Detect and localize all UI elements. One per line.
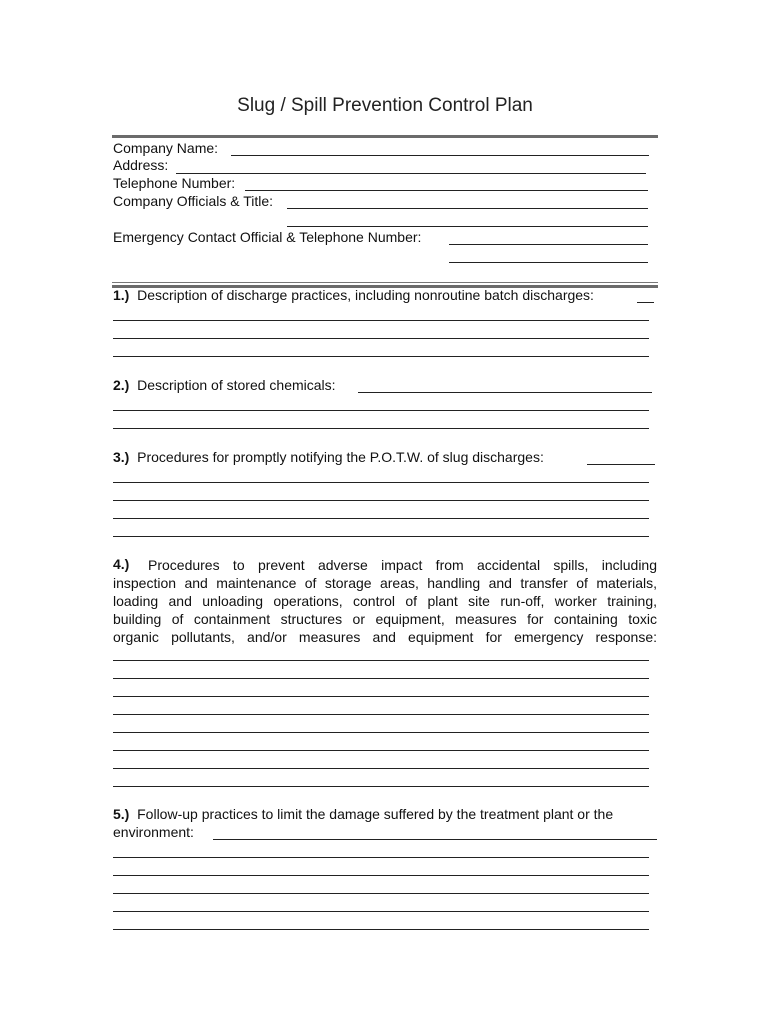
question-3: [113, 449, 544, 466]
question-4-field-6[interactable]: [113, 750, 649, 751]
officials-field-1[interactable]: [287, 208, 648, 209]
company-name-label: Company Name:: [113, 140, 219, 156]
question-3-field-inline[interactable]: [587, 464, 655, 465]
question-4-field-1[interactable]: [113, 660, 649, 661]
question-1-field-1[interactable]: [113, 320, 649, 321]
question-4-line-3: loading and unloading operations, control of plant site run-off, worker training,: [113, 593, 657, 609]
question-3-text: Procedures for promptly notifying the P.O.T.W. of slug discharges:: [137, 449, 544, 465]
officials-label: Company Officials & Title:: [113, 193, 274, 209]
question-1-field-3[interactable]: [113, 356, 649, 357]
question-1-field-2[interactable]: [113, 338, 649, 339]
question-2-number: 2.): [113, 377, 130, 393]
question-4-field-3[interactable]: [113, 696, 649, 697]
question-4-field-5[interactable]: [113, 732, 649, 733]
top-divider: [112, 135, 658, 138]
question-2-field-inline[interactable]: [358, 392, 652, 393]
question-2-text: Description of stored chemicals:: [137, 377, 336, 393]
question-5-field-4[interactable]: [113, 911, 649, 912]
telephone-label: Telephone Number:: [113, 175, 236, 191]
question-5-text-line-1: Follow-up practices to limit the damage suffered by the treatment plant or the: [137, 806, 614, 822]
question-4-number-text: 4.): [113, 556, 130, 572]
emergency-label: Emergency Contact Official & Telephone Number:: [113, 229, 422, 245]
question-5-field-2[interactable]: [113, 875, 649, 876]
question-2-field-2[interactable]: [113, 428, 649, 429]
emergency-field-2[interactable]: [449, 262, 648, 263]
question-1-text: Description of discharge practices, including nonroutine batch discharges:: [137, 287, 594, 303]
question-5-field-1[interactable]: [113, 857, 649, 858]
question-1-field-inline[interactable]: [637, 302, 654, 303]
question-5: [113, 806, 613, 823]
question-4-line-1: Procedures to prevent adverse impact from accidental spills, including: [148, 557, 657, 573]
question-4-field-4[interactable]: [113, 714, 649, 715]
question-5-field-3[interactable]: [113, 893, 649, 894]
officials-field-2[interactable]: [287, 226, 648, 227]
question-2-field-1[interactable]: [113, 410, 649, 411]
question-4-line-2: inspection and maintenance of storage areas, handling and transfer of materials,: [113, 575, 657, 591]
company-name-field[interactable]: [231, 155, 649, 156]
page-title: Slug / Spill Prevention Control Plan: [237, 95, 533, 116]
address-field[interactable]: [176, 173, 646, 174]
question-4-line-5: organic pollutants, and/or measures and equipment for emergency response:: [113, 629, 657, 645]
question-5-field-5[interactable]: [113, 929, 649, 930]
question-3-number: 3.): [113, 449, 130, 465]
question-5-text-line-2: environment:: [113, 824, 194, 840]
question-3-field-4[interactable]: [113, 536, 649, 537]
question-4-field-2[interactable]: [113, 678, 649, 679]
question-5-number: 5.): [113, 806, 130, 822]
telephone-field[interactable]: [245, 190, 648, 191]
question-4-line-4: building of containment structures or equipment, measures for containing toxic: [113, 611, 657, 627]
question-4-field-7[interactable]: [113, 768, 649, 769]
question-1: [113, 287, 594, 304]
question-1-number: 1.): [113, 287, 130, 303]
question-4-field-8[interactable]: [113, 786, 649, 787]
question-3-field-3[interactable]: [113, 518, 649, 519]
header-divider-thin: [112, 282, 658, 283]
address-label: Address:: [113, 157, 169, 173]
question-2: [113, 377, 336, 394]
emergency-field-1[interactable]: [449, 244, 648, 245]
question-3-field-1[interactable]: [113, 482, 649, 483]
question-4-number: [113, 556, 129, 573]
question-3-field-2[interactable]: [113, 500, 649, 501]
question-5-field-inline[interactable]: [213, 839, 657, 840]
